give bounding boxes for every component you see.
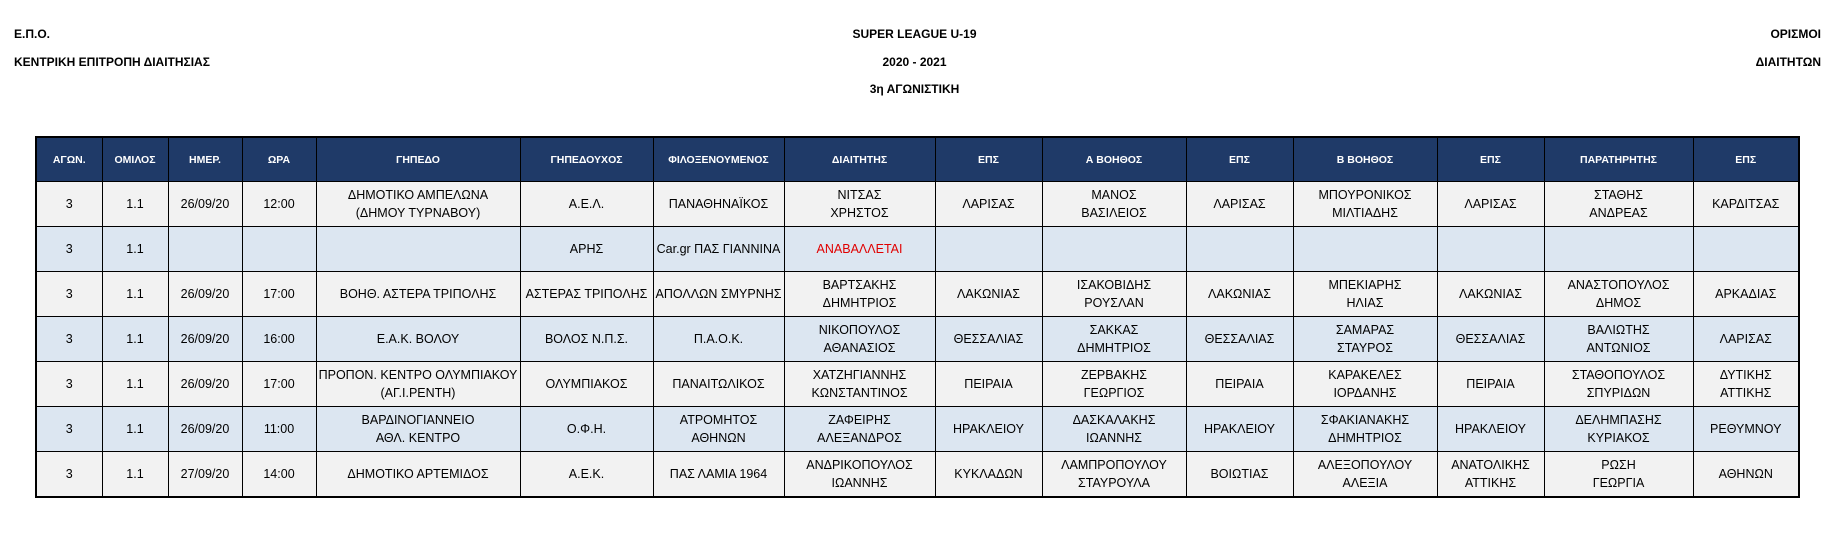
away-team-cell: ΑΤΡΟΜΗΤΟΣ ΑΘΗΝΩΝ bbox=[653, 407, 784, 452]
home-team-cell: ΑΣΤΕΡΑΣ ΤΡΙΠΟΛΗΣ bbox=[520, 272, 653, 317]
group-cell: 1.1 bbox=[102, 227, 168, 272]
group-cell: 1.1 bbox=[102, 272, 168, 317]
observer-union-cell: ΑΡΚΑΔΙΑΣ bbox=[1693, 272, 1799, 317]
observer-union-cell: ΔΥΤΙΚΗΣ ΑΤΤΙΚΗΣ bbox=[1693, 362, 1799, 407]
referee-cell: ΝΙΚΟΠΟΥΛΟΣ ΑΘΑΝΑΣΙΟΣ bbox=[784, 317, 935, 362]
time-cell: 17:00 bbox=[242, 272, 316, 317]
match-cell: 3 bbox=[36, 182, 102, 227]
col-header-assistant-a: Α ΒΟΗΘΟΣ bbox=[1042, 137, 1186, 182]
assistant-a-union-cell: ΘΕΣΣΑΛΙΑΣ bbox=[1186, 317, 1293, 362]
away-team-cell: ΠΑΣ ΛΑΜΙΑ 1964 bbox=[653, 452, 784, 498]
date-cell: 26/09/20 bbox=[168, 317, 242, 362]
observer-cell: ΣΤΑΘΟΠΟΥΛΟΣ ΣΠΥΡΙΔΩΝ bbox=[1544, 362, 1693, 407]
group-cell: 1.1 bbox=[102, 182, 168, 227]
observer-cell: ΔΕΛΗΜΠΑΣΗΣ ΚΥΡΙΑΚΟΣ bbox=[1544, 407, 1693, 452]
referee-cell: ΑΝΑΒΑΛΛΕΤΑΙ bbox=[784, 227, 935, 272]
observer-cell: ΡΩΣΗ ΓΕΩΡΓΙΑ bbox=[1544, 452, 1693, 498]
stadium-cell: ΒΟΗΘ. ΑΣΤΕΡΑ ΤΡΙΠΟΛΗΣ bbox=[316, 272, 520, 317]
home-team-cell: Α.Ε.Λ. bbox=[520, 182, 653, 227]
assistant-b-union-cell bbox=[1437, 227, 1544, 272]
stadium-cell: ΠΡΟΠΟΝ. ΚΕΝΤΡΟ ΟΛΥΜΠΙΑΚΟΥ (ΑΓ.Ι.ΡΕΝΤΗ) bbox=[316, 362, 520, 407]
referee-union-cell: ΛΑΚΩΝΙΑΣ bbox=[935, 272, 1042, 317]
assistant-a-union-cell: ΛΑΚΩΝΙΑΣ bbox=[1186, 272, 1293, 317]
assistant-a-union-cell: ΗΡΑΚΛΕΙΟΥ bbox=[1186, 407, 1293, 452]
time-cell: 16:00 bbox=[242, 317, 316, 362]
observer-cell: ΑΝΑΣΤΟΠΟΥΛΟΣ ΔΗΜΟΣ bbox=[1544, 272, 1693, 317]
assistant-a-cell: ΙΣΑΚΟΒΙΔΗΣ ΡΟΥΣΛΑΝ bbox=[1042, 272, 1186, 317]
observer-cell: ΒΑΛΙΩΤΗΣ ΑΝΤΩΝΙΟΣ bbox=[1544, 317, 1693, 362]
assistant-a-cell: ΖΕΡΒΑΚΗΣ ΓΕΩΡΓΙΟΣ bbox=[1042, 362, 1186, 407]
away-team-cell: ΠΑΝΑΘΗΝΑΪΚΟΣ bbox=[653, 182, 784, 227]
org-name: Ε.Π.Ο. bbox=[14, 27, 51, 41]
col-header-referee: ΔΙΑΙΤΗΤΗΣ bbox=[784, 137, 935, 182]
assistant-b-union-cell: ΑΝΑΤΟΛΙΚΗΣ ΑΤΤΙΚΗΣ bbox=[1437, 452, 1544, 498]
date-cell: 26/09/20 bbox=[168, 272, 242, 317]
date-cell: 26/09/20 bbox=[168, 182, 242, 227]
stadium-cell: ΔΗΜΟΤΙΚΟ ΑΜΠΕΛΩΝΑ (ΔΗΜΟΥ ΤΥΡΝΑΒΟΥ) bbox=[316, 182, 520, 227]
away-team-cell: ΑΠΟΛΛΩΝ ΣΜΥΡΝΗΣ bbox=[653, 272, 784, 317]
referee-union-cell: ΗΡΑΚΛΕΙΟΥ bbox=[935, 407, 1042, 452]
col-header-home-team: ΓΗΠΕΔΟΥΧΟΣ bbox=[520, 137, 653, 182]
date-cell: 26/09/20 bbox=[168, 362, 242, 407]
assistant-a-union-cell bbox=[1186, 227, 1293, 272]
table-row bbox=[36, 407, 1799, 452]
observer-union-cell bbox=[1693, 227, 1799, 272]
away-team-cell: ΠΑΝΑΙΤΩΛΙΚΟΣ bbox=[653, 362, 784, 407]
assistant-a-cell: ΜΑΝΟΣ ΒΑΣΙΛΕΙΟΣ bbox=[1042, 182, 1186, 227]
referee-cell: ΑΝΔΡΙΚΟΠΟΥΛΟΣ ΙΩΑΝΝΗΣ bbox=[784, 452, 935, 498]
assistant-b-cell: ΑΛΕΞΟΠΟΥΛΟΥ ΑΛΕΞΙΑ bbox=[1293, 452, 1437, 498]
table-row bbox=[36, 182, 1799, 227]
col-header-match: ΑΓΩΝ. bbox=[36, 137, 102, 182]
referee-union-cell: ΛΑΡΙΣΑΣ bbox=[935, 182, 1042, 227]
table-header-row bbox=[36, 137, 1799, 182]
away-team-cell: Π.Α.Ο.Κ. bbox=[653, 317, 784, 362]
referee-union-cell: ΚΥΚΛΑΔΩΝ bbox=[935, 452, 1042, 498]
time-cell: 17:00 bbox=[242, 362, 316, 407]
table-row bbox=[36, 452, 1799, 498]
assistant-b-cell: ΚΑΡΑΚΕΛΕΣ ΙΟΡΔΑΝΗΣ bbox=[1293, 362, 1437, 407]
referee-union-cell: ΠΕΙΡΑΙΑ bbox=[935, 362, 1042, 407]
assistant-b-cell: ΜΠΟΥΡΟΝΙΚΟΣ ΜΙΛΤΙΑΔΗΣ bbox=[1293, 182, 1437, 227]
assistant-b-cell: ΣΦΑΚΙΑΝΑΚΗΣ ΔΗΜΗΤΡΙΟΣ bbox=[1293, 407, 1437, 452]
assistant-b-cell bbox=[1293, 227, 1437, 272]
referee-union-cell: ΘΕΣΣΑΛΙΑΣ bbox=[935, 317, 1042, 362]
assistant-a-union-cell: ΒΟΙΩΤΙΑΣ bbox=[1186, 452, 1293, 498]
stadium-cell: Ε.Α.Κ. ΒΟΛΟΥ bbox=[316, 317, 520, 362]
group-cell: 1.1 bbox=[102, 362, 168, 407]
referee-cell: ΝΙΤΣΑΣ ΧΡΗΣΤΟΣ bbox=[784, 182, 935, 227]
assistant-b-cell: ΣΑΜΑΡΑΣ ΣΤΑΥΡΟΣ bbox=[1293, 317, 1437, 362]
time-cell: 11:00 bbox=[242, 407, 316, 452]
date-cell: 27/09/20 bbox=[168, 452, 242, 498]
time-cell: 12:00 bbox=[242, 182, 316, 227]
observer-union-cell: ΑΘΗΝΩΝ bbox=[1693, 452, 1799, 498]
assistant-b-union-cell: ΘΕΣΣΑΛΙΑΣ bbox=[1437, 317, 1544, 362]
home-team-cell: Α.Ε.Κ. bbox=[520, 452, 653, 498]
assistant-a-cell: ΔΑΣΚΑΛΑΚΗΣ ΙΩΑΝΝΗΣ bbox=[1042, 407, 1186, 452]
referee-cell: ΧΑΤΖΗΓΙΑΝΝΗΣ ΚΩΝΣΤΑΝΤΙΝΟΣ bbox=[784, 362, 935, 407]
assistant-a-cell bbox=[1042, 227, 1186, 272]
col-header-stadium: ΓΗΠΕΔΟ bbox=[316, 137, 520, 182]
observer-union-cell: ΡΕΘΥΜΝΟΥ bbox=[1693, 407, 1799, 452]
col-header-assistant-b: Β ΒΟΗΘΟΣ bbox=[1293, 137, 1437, 182]
home-team-cell: ΟΛΥΜΠΙΑΚΟΣ bbox=[520, 362, 653, 407]
assistant-a-cell: ΣΑΚΚΑΣ ΔΗΜΗΤΡΙΟΣ bbox=[1042, 317, 1186, 362]
col-header-observer: ΠΑΡΑΤΗΡΗΤΗΣ bbox=[1544, 137, 1693, 182]
assistant-a-cell: ΛΑΜΠΡΟΠΟΥΛΟΥ ΣΤΑΥΡΟΥΛΑ bbox=[1042, 452, 1186, 498]
away-team-cell: Car.gr ΠΑΣ ΓΙΑΝΝΙΝΑ bbox=[653, 227, 784, 272]
assistant-b-union-cell: ΛΑΚΩΝΙΑΣ bbox=[1437, 272, 1544, 317]
home-team-cell: ΑΡΗΣ bbox=[520, 227, 653, 272]
col-header-referee-union: ΕΠΣ bbox=[935, 137, 1042, 182]
stadium-cell: ΔΗΜΟΤΙΚΟ ΑΡΤΕΜΙΔΟΣ bbox=[316, 452, 520, 498]
doc-title-line1: ΟΡΙΣΜΟΙ bbox=[1770, 27, 1821, 41]
match-cell: 3 bbox=[36, 272, 102, 317]
assistant-b-union-cell: ΛΑΡΙΣΑΣ bbox=[1437, 182, 1544, 227]
doc-title-line2: ΔΙΑΙΤΗΤΩΝ bbox=[1755, 55, 1821, 69]
home-team-cell: ΒΟΛΟΣ Ν.Π.Σ. bbox=[520, 317, 653, 362]
col-header-assistant-b-union: ΕΠΣ bbox=[1437, 137, 1544, 182]
col-header-observer-union: ΕΠΣ bbox=[1693, 137, 1799, 182]
col-header-time: ΩΡΑ bbox=[242, 137, 316, 182]
assistant-a-union-cell: ΠΕΙΡΑΙΑ bbox=[1186, 362, 1293, 407]
stadium-cell bbox=[316, 227, 520, 272]
home-team-cell: Ο.Φ.Η. bbox=[520, 407, 653, 452]
col-header-group: ΟΜΙΛΟΣ bbox=[102, 137, 168, 182]
assistant-b-union-cell: ΗΡΑΚΛΕΙΟΥ bbox=[1437, 407, 1544, 452]
match-cell: 3 bbox=[36, 407, 102, 452]
match-cell: 3 bbox=[36, 452, 102, 498]
stadium-cell: ΒΑΡΔΙΝΟΓΙΑΝΝΕΙΟ ΑΘΛ. ΚΕΝΤΡΟ bbox=[316, 407, 520, 452]
referee-cell: ΒΑΡΤΣΑΚΗΣ ΔΗΜΗΤΡΙΟΣ bbox=[784, 272, 935, 317]
time-cell bbox=[242, 227, 316, 272]
referee-cell: ΖΑΦΕΙΡΗΣ ΑΛΕΞΑΝΔΡΟΣ bbox=[784, 407, 935, 452]
col-header-assistant-a-union: ΕΠΣ bbox=[1186, 137, 1293, 182]
assistant-b-cell: ΜΠΕΚΙΑΡΗΣ ΗΛΙΑΣ bbox=[1293, 272, 1437, 317]
table-row bbox=[36, 317, 1799, 362]
observer-cell: ΣΤΑΘΗΣ ΑΝΔΡΕΑΣ bbox=[1544, 182, 1693, 227]
group-cell: 1.1 bbox=[102, 452, 168, 498]
table-row bbox=[36, 362, 1799, 407]
observer-union-cell: ΚΑΡΔΙΤΣΑΣ bbox=[1693, 182, 1799, 227]
assistant-b-union-cell: ΠΕΙΡΑΙΑ bbox=[1437, 362, 1544, 407]
match-cell: 3 bbox=[36, 317, 102, 362]
group-cell: 1.1 bbox=[102, 407, 168, 452]
league-title: SUPER LEAGUE U-19 bbox=[852, 27, 977, 41]
match-cell: 3 bbox=[36, 362, 102, 407]
round-label: 3η ΑΓΩΝΙΣΤΙΚΗ bbox=[869, 82, 960, 96]
match-cell: 3 bbox=[36, 227, 102, 272]
observer-cell bbox=[1544, 227, 1693, 272]
observer-union-cell: ΛΑΡΙΣΑΣ bbox=[1693, 317, 1799, 362]
time-cell: 14:00 bbox=[242, 452, 316, 498]
group-cell: 1.1 bbox=[102, 317, 168, 362]
col-header-date: ΗΜΕΡ. bbox=[168, 137, 242, 182]
date-cell: 26/09/20 bbox=[168, 407, 242, 452]
table-row bbox=[36, 227, 1799, 272]
assistant-a-union-cell: ΛΑΡΙΣΑΣ bbox=[1186, 182, 1293, 227]
table-row bbox=[36, 272, 1799, 317]
col-header-away-team: ΦΙΛΟΞΕΝΟΥΜΕΝΟΣ bbox=[653, 137, 784, 182]
referee-union-cell bbox=[935, 227, 1042, 272]
referee-assignments-table bbox=[35, 136, 1800, 498]
date-cell bbox=[168, 227, 242, 272]
committee-name: ΚΕΝΤΡΙΚΗ ΕΠΙΤΡΟΠΗ ΔΙΑΙΤΗΣΙΑΣ bbox=[14, 55, 210, 69]
season-label: 2020 - 2021 bbox=[882, 55, 947, 69]
